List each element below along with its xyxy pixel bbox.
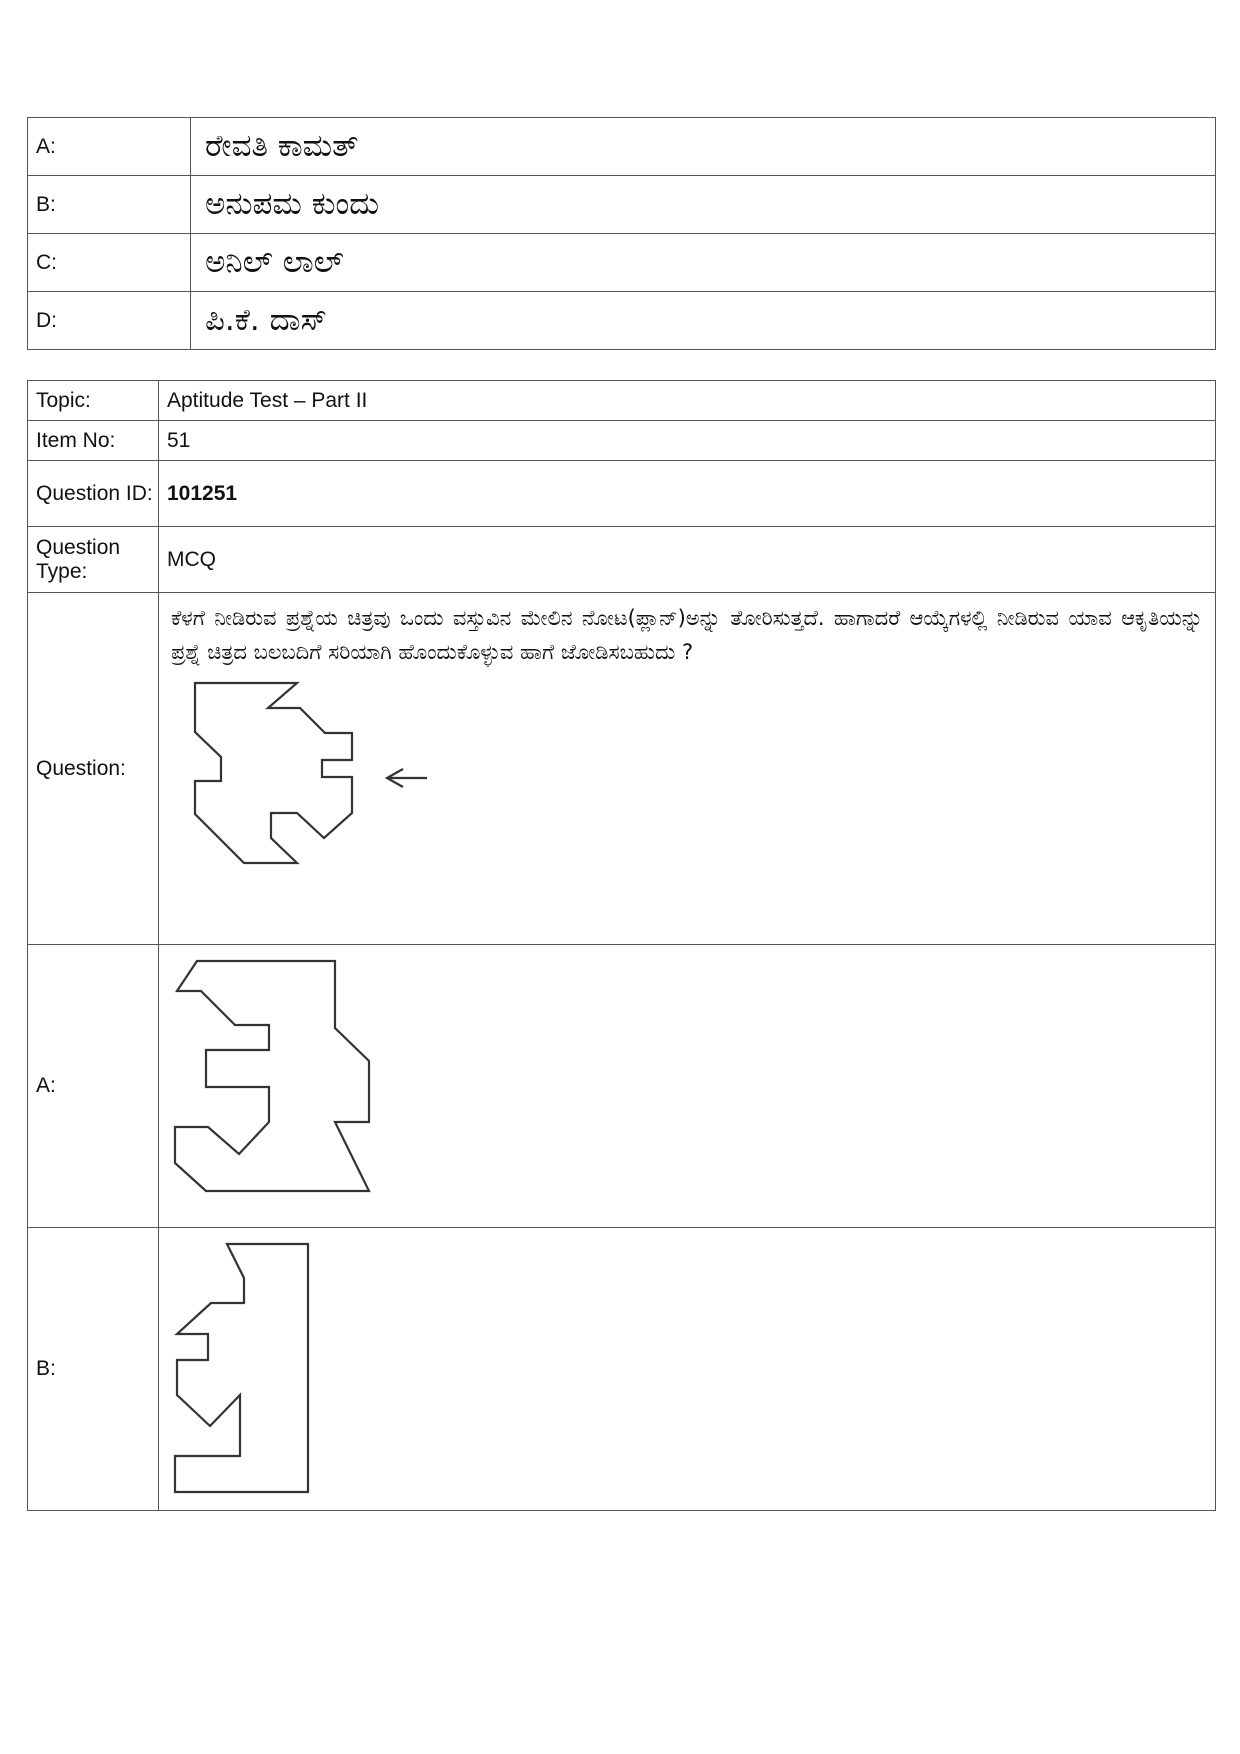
option-a-cell (159, 945, 1216, 1228)
item-no-value: 51 (159, 421, 1216, 461)
question-type-label: Question Type: (28, 527, 159, 593)
option-value: ಅನುಪಮ ಕುಂದು (191, 176, 1216, 234)
question-id-label: Question ID: (28, 461, 159, 527)
item-no-label: Item No: (28, 421, 159, 461)
option-value: ಅನಿಲ್ ಲಾಲ್ (191, 234, 1216, 292)
option-label: A: (28, 118, 191, 176)
option-label: D: (28, 292, 191, 350)
question-plan-shape (195, 683, 352, 863)
option-b-shape (175, 1244, 308, 1492)
question-table (27, 380, 1216, 1511)
topic-value: Aptitude Test – Part II (159, 381, 1216, 421)
topic-label: Topic: (28, 381, 159, 421)
option-a-shape (175, 961, 369, 1191)
option-row-d (28, 292, 1216, 350)
option-value: ಪಿ.ಕೆ. ದಾಸ್ (191, 292, 1216, 350)
question-id-row (28, 461, 1216, 527)
option-a-figure (173, 957, 433, 1217)
question-type-row (28, 527, 1216, 593)
option-value: ರೇವತಿ ಕಾಮತ್ (191, 118, 1216, 176)
option-row-c (28, 234, 1216, 292)
topic-row (28, 381, 1216, 421)
question-cell (159, 593, 1216, 945)
question-figure (169, 675, 469, 885)
option-a-label: A: (28, 945, 159, 1228)
question-id-value: 101251 (159, 461, 1216, 527)
option-row-a (28, 118, 1216, 176)
option-row-b (28, 176, 1216, 234)
question-label: Question: (28, 593, 159, 945)
option-label: C: (28, 234, 191, 292)
question-type-value: MCQ (159, 527, 1216, 593)
option-b-label: B: (28, 1228, 159, 1511)
question-row (28, 593, 1216, 945)
option-b-row (28, 1228, 1216, 1511)
item-no-row (28, 421, 1216, 461)
option-b-cell (159, 1228, 1216, 1511)
option-label: B: (28, 176, 191, 234)
option-b-figure (173, 1240, 373, 1500)
question-text: ಕೆಳಗೆ ನೀಡಿರುವ ಪ್ರಶ್ನೆಯ ಚಿತ್ರವು ಒಂದು ವಸ್ತುವಿನ ಮೇಲಿನ ನೋಟ(ಪ್ಲಾನ್)ಅನ್ನು ತೋರಿಸುತ್ತದೆ. ಹಾಗಾದರೆ ಆಯ್ಕೆಗಳಲ್ಲಿ ನೀಡಿರುವ ಯಾವ ಆಕೃತಿಯನ್ನು ಪ್ರಶ್ನೆ ಚಿತ್ರದ ಬಲಬದಿಗೆ ಸರಿಯಾಗಿ ಹೊಂದುಕೊಳ್ಳುವ ಹಾಗೆ ಜೋಡಿಸಬಹುದು ? (171, 606, 1203, 664)
previous-options-table (27, 117, 1216, 350)
option-a-row (28, 945, 1216, 1228)
